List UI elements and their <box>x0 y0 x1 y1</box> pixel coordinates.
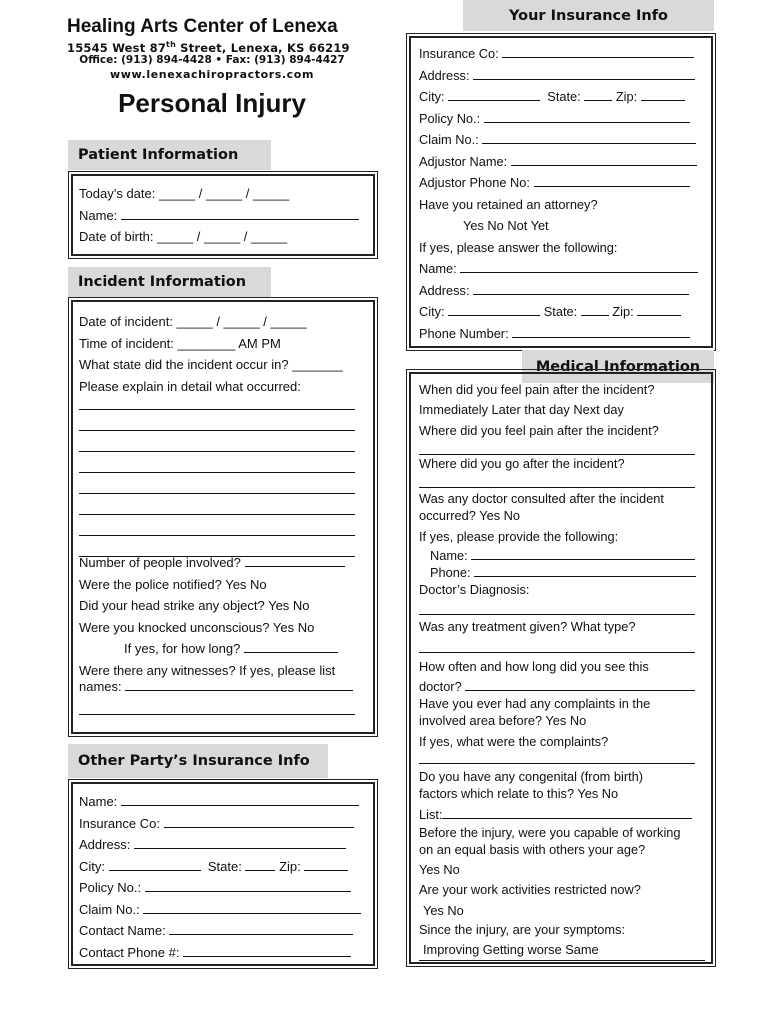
med-go-where-label: Where did you go after the incident? <box>419 456 625 471</box>
yi-attorney-name-label: Name: <box>419 261 457 276</box>
op-claim-blank[interactable] <box>143 899 361 914</box>
op-policy-blank[interactable] <box>145 877 351 892</box>
med-symptoms-label: Since the injury, are your symptoms: <box>419 922 626 937</box>
med-capable-1: Before the injury, were you capable of working <box>419 825 681 840</box>
op-name-field[interactable] <box>79 791 369 813</box>
op-zip-label: Zip: <box>279 858 301 874</box>
med-diagnosis-label: Doctor’s Diagnosis: <box>419 582 530 597</box>
op-policy-label: Policy No.: <box>79 880 142 895</box>
patient-name-field[interactable] <box>79 205 369 227</box>
med-list-label: List: <box>419 807 443 822</box>
med-treatment-blank[interactable] <box>419 652 695 653</box>
incident-fields-2 <box>79 552 369 698</box>
med-what-complaints-label: If yes, what were the complaints? <box>419 734 609 749</box>
form-title: Personal Injury <box>118 88 306 118</box>
how-long-label: If yes, for how long? <box>124 641 241 656</box>
op-claim-label: Claim No.: <box>79 901 140 917</box>
incident-time-label: Time of incident: ________ AM PM <box>79 335 281 351</box>
med-pain-where-blank[interactable] <box>419 454 695 455</box>
med-complaints-2[interactable]: involved area before? Yes No <box>419 713 587 728</box>
address-city: Street, Lenexa, KS 66219 <box>175 40 350 55</box>
yi-insurance-blank[interactable] <box>502 43 694 58</box>
op-state-blank[interactable] <box>245 856 275 871</box>
explain-line-1[interactable] <box>79 409 355 410</box>
yi-adjustor-name-field[interactable] <box>419 151 709 173</box>
yi-zip-label: Zip: <box>615 89 638 104</box>
todays-date-field[interactable] <box>79 183 369 205</box>
yi-attorney-address-label: Address: <box>419 282 470 298</box>
medical-section-heading: Medical Information <box>522 350 714 383</box>
clinic-name: Healing Arts Center of Lenexa <box>67 16 338 37</box>
witness-names-field[interactable] <box>79 676 369 698</box>
yi-attorney-address-field[interactable] <box>419 280 709 302</box>
dob-field[interactable] <box>79 226 369 248</box>
op-state-label: State: <box>207 858 242 874</box>
incident-explain-label-line <box>79 376 369 398</box>
patient-name-label: Name: <box>79 207 118 223</box>
yi-address-field[interactable] <box>419 65 709 87</box>
med-doctor-question-1: Was any doctor consulted after the incident <box>419 491 664 506</box>
yi-policy-blank[interactable] <box>484 108 690 123</box>
your-insurance-section-heading: Your Insurance Info <box>463 0 714 31</box>
police-field[interactable] <box>79 574 369 596</box>
yi-insurance-field[interactable] <box>419 43 709 65</box>
yi-adjustor-phone-field[interactable] <box>419 172 709 194</box>
yi-policy-label: Policy No.: <box>419 110 481 126</box>
yi-attorney-options[interactable] <box>419 215 709 237</box>
witness-names-blank[interactable] <box>125 676 353 691</box>
op-city-field[interactable] <box>79 856 369 878</box>
dob-label: Date of birth: _____ / _____ / _____ <box>79 229 288 244</box>
yi-adjustor-phone-blank[interactable] <box>534 172 690 187</box>
yi-city-label: City: <box>419 89 445 104</box>
witness-names-label: names: <box>79 679 122 694</box>
med-go-where-blank[interactable] <box>419 487 695 488</box>
how-long-field[interactable] <box>79 638 369 660</box>
police-label: Were the police notified? Yes No <box>79 576 267 592</box>
med-treatment-label: Was any treatment given? What type? <box>419 619 636 634</box>
other-party-section-heading: Other Party’s Insurance Info <box>68 744 328 778</box>
op-zip-blank[interactable] <box>304 856 348 871</box>
yi-attorney-name-blank[interactable] <box>460 258 698 273</box>
yi-adjustor-name-label: Adjustor Name: <box>419 153 508 169</box>
yi-claim-label: Claim No.: <box>419 132 479 147</box>
yi-attorney-options-text: Yes No Not Yet <box>463 218 549 233</box>
op-name-label: Name: <box>79 794 118 809</box>
incident-section-heading: Incident Information <box>68 267 271 297</box>
med-capable-options[interactable]: Yes No <box>419 862 460 877</box>
med-pain-when-options[interactable]: Immediately Later that day Next day <box>419 402 624 417</box>
op-city-blank[interactable] <box>109 856 201 871</box>
op-address-label: Address: <box>79 837 131 852</box>
medical-fields <box>419 382 709 962</box>
med-doctor-phone-blank[interactable] <box>474 562 696 577</box>
clinic-website: www.lenexachiropractors.com <box>109 68 315 81</box>
yi-address-label: Address: <box>419 67 470 83</box>
med-list-field[interactable] <box>419 804 692 822</box>
incident-date-label: Date of incident: _____ / _____ / _____ <box>79 314 307 329</box>
your-insurance-fields <box>419 43 709 344</box>
num-people-field[interactable] <box>79 552 369 574</box>
yi-zip-blank[interactable] <box>641 86 685 101</box>
yi-attorney-zip-blank[interactable] <box>637 301 681 316</box>
med-congenital-2[interactable]: factors which relate to this? Yes No <box>419 786 619 801</box>
incident-date-field[interactable] <box>79 311 369 333</box>
unconscious-field[interactable] <box>79 617 369 639</box>
head-strike-label: Did your head strike any object? Yes No <box>79 598 310 613</box>
op-insurance-label: Insurance Co: <box>79 815 160 831</box>
med-congenital-1: Do you have any congenital (from birth) <box>419 769 644 784</box>
med-doctor-phone-field[interactable] <box>430 562 696 580</box>
op-policy-field[interactable] <box>79 877 369 899</box>
yi-attorney-name-field[interactable] <box>419 258 709 280</box>
op-insurance-blank[interactable] <box>164 813 354 828</box>
clinic-address <box>67 40 357 55</box>
incident-state-field[interactable] <box>79 354 369 376</box>
med-list-blank[interactable] <box>442 804 692 819</box>
med-doctor-phone-label: Phone: <box>430 565 471 580</box>
address-street: 15545 West 87 <box>67 40 167 55</box>
patient-section-heading: Patient Information <box>68 140 271 170</box>
med-pain-when-label: When did you feel pain after the incident? <box>419 382 655 397</box>
yi-policy-field[interactable] <box>419 108 709 130</box>
incident-fields <box>79 311 369 397</box>
med-capable-2: on an equal basis with others your age? <box>419 842 646 857</box>
how-long-blank[interactable] <box>244 638 338 653</box>
explain-line-5[interactable] <box>79 493 355 494</box>
yi-claim-blank[interactable] <box>482 129 696 144</box>
todays-date-label: Today’s date: _____ / _____ / _____ <box>79 186 290 201</box>
clinic-phones: Office: (913) 894-4428 • Fax: (913) 894-4427 <box>79 54 345 66</box>
explain-line-6[interactable] <box>79 514 355 515</box>
op-address-blank[interactable] <box>134 834 346 849</box>
med-diagnosis-blank[interactable] <box>419 614 695 615</box>
explain-line-7[interactable] <box>79 535 355 536</box>
yi-insurance-label: Insurance Co: <box>419 46 499 61</box>
med-how-often-2: doctor? <box>419 679 462 694</box>
med-pain-where-label: Where did you feel pain after the incident? <box>419 423 659 438</box>
med-doctor-name-label: Name: <box>430 548 468 563</box>
med-how-often-blank[interactable] <box>465 676 695 691</box>
yi-attorney-phone-label: Phone Number: <box>419 325 509 341</box>
op-insurance-field[interactable] <box>79 813 369 835</box>
op-contact-phone-blank[interactable] <box>183 942 351 957</box>
yi-attorney-zip-label: Zip: <box>612 304 634 319</box>
med-provide-label: If yes, please provide the following: <box>419 529 619 544</box>
op-contact-phone-label: Contact Phone #: <box>79 944 180 960</box>
yi-attorney-city-blank[interactable] <box>448 301 540 316</box>
yi-attorney-state-blank[interactable] <box>581 301 609 316</box>
med-how-often-1: How often and how long did you see this <box>419 659 649 674</box>
yi-state-blank[interactable] <box>584 86 612 101</box>
yi-adjustor-phone-label: Adjustor Phone No: <box>419 175 530 190</box>
yi-address-blank[interactable] <box>473 65 695 80</box>
yi-attorney-state-label: State: <box>543 304 578 319</box>
med-bottom-rule <box>419 960 705 961</box>
med-doctor-question-2[interactable]: occurred? Yes No <box>419 508 521 523</box>
op-contact-name-label: Contact Name: <box>79 923 166 938</box>
num-people-label: Number of people involved? <box>79 555 241 570</box>
med-restricted-label: Are your work activities restricted now? <box>419 882 641 897</box>
op-claim-field[interactable] <box>79 899 369 921</box>
yi-attorney-city-label: City: <box>419 304 445 319</box>
explain-line-4[interactable] <box>79 472 355 473</box>
other-party-fields <box>79 791 369 963</box>
patient-name-blank[interactable] <box>121 205 359 220</box>
unconscious-label: Were you knocked unconscious? Yes No <box>79 619 315 635</box>
yi-state-label: State: <box>547 89 581 104</box>
explain-line-3[interactable] <box>79 451 355 452</box>
med-how-often-field[interactable] <box>419 676 695 694</box>
med-restricted-options[interactable]: Yes No <box>423 903 464 918</box>
incident-time-field[interactable] <box>79 333 369 355</box>
yi-if-yes <box>419 237 709 259</box>
med-symptoms-options[interactable]: Improving Getting worse Same <box>423 942 599 957</box>
witnesses-label: Were there any witnesses? If yes, please list <box>79 662 336 678</box>
incident-explain-label: Please explain in detail what occurred: <box>79 378 301 394</box>
address-ordinal: th <box>166 40 176 49</box>
yi-adjustor-name-blank[interactable] <box>511 151 697 166</box>
patient-fields <box>79 183 369 248</box>
yi-city-blank[interactable] <box>448 86 540 101</box>
yi-attorney-city-field[interactable] <box>419 301 709 323</box>
yi-city-field[interactable] <box>419 86 709 108</box>
op-city-label: City: <box>79 858 105 874</box>
med-complaints-blank[interactable] <box>419 763 695 764</box>
witness-names-line-2[interactable] <box>79 714 355 715</box>
head-strike-field[interactable] <box>79 595 369 617</box>
yi-claim-field[interactable] <box>419 129 709 151</box>
yi-attorney-question <box>419 194 709 216</box>
incident-state-label: What state did the incident occur in? _______ <box>79 357 343 372</box>
explain-line-2[interactable] <box>79 430 355 431</box>
med-doctor-name-blank[interactable] <box>471 545 695 560</box>
op-contact-name-field[interactable] <box>79 920 369 942</box>
op-contact-name-blank[interactable] <box>169 920 353 935</box>
yi-if-yes-label: If yes, please answer the following: <box>419 239 618 255</box>
op-name-blank[interactable] <box>121 791 359 806</box>
yi-attorney-label: Have you retained an attorney? <box>419 196 598 212</box>
yi-attorney-phone-blank[interactable] <box>512 323 690 338</box>
op-contact-phone-field[interactable] <box>79 942 369 964</box>
yi-attorney-address-blank[interactable] <box>473 280 689 295</box>
med-doctor-name-field[interactable] <box>430 545 695 563</box>
med-complaints-1: Have you ever had any complaints in the <box>419 696 651 711</box>
yi-attorney-phone-field[interactable] <box>419 323 709 345</box>
num-people-blank[interactable] <box>245 552 345 567</box>
op-address-field[interactable] <box>79 834 369 856</box>
